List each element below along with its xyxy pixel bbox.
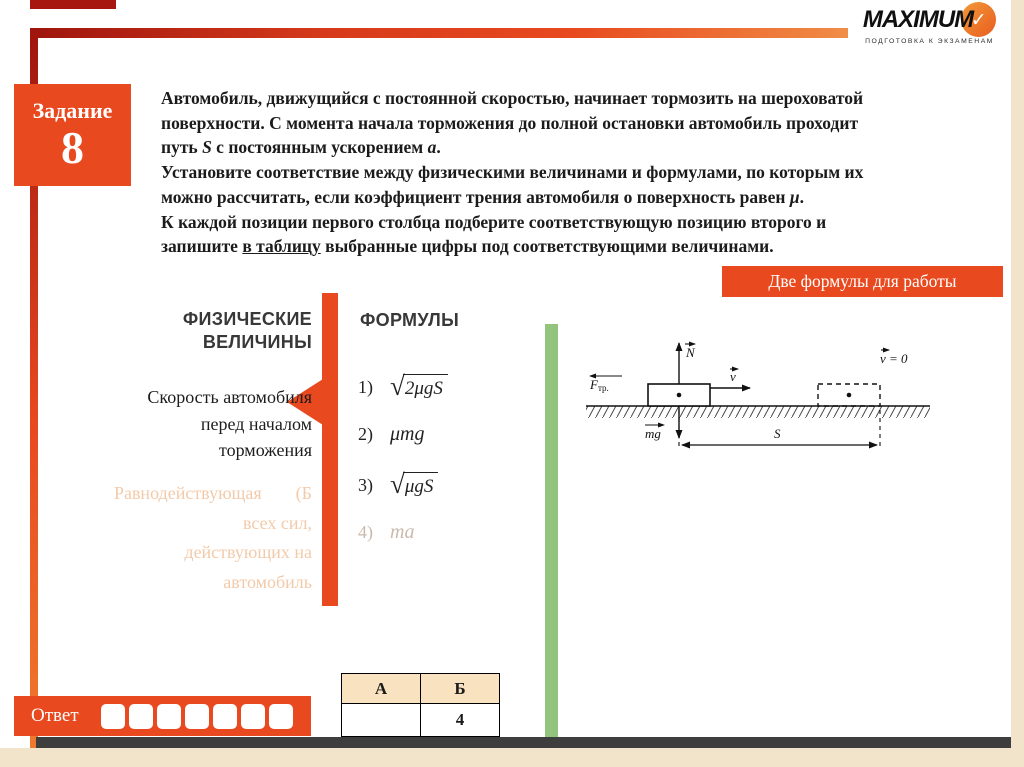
answer-cell[interactable] xyxy=(213,704,237,729)
formula-item-2 xyxy=(358,423,424,446)
quantity-net-force-faded xyxy=(30,479,312,597)
formula-item-4-faded xyxy=(358,521,414,544)
bottom-dark-bar xyxy=(36,737,1011,748)
task-label: Задание xyxy=(32,97,113,123)
logo-tagline: ПОДГОТОВКА К ЭКЗАМЕНАМ xyxy=(865,38,994,45)
brand-logo xyxy=(848,2,1011,50)
answer-cell[interactable] xyxy=(241,704,265,729)
answer-cells xyxy=(101,704,293,729)
task-statement xyxy=(161,86,1011,259)
header-line: ФИЗИЧЕСКИЕ xyxy=(182,309,312,329)
formula-number: 2) xyxy=(358,424,373,444)
formula-number: 1) xyxy=(358,376,373,397)
answer-cell[interactable] xyxy=(269,704,293,729)
formula-number: 3) xyxy=(358,474,373,495)
formulas-header: ФОРМУЛЫ xyxy=(360,310,459,330)
logo-row xyxy=(863,2,996,37)
orange-divider-bar xyxy=(322,293,338,606)
physical-quantities-header xyxy=(118,308,312,354)
formula-expression: ma xyxy=(390,521,415,543)
answer-cell[interactable] xyxy=(157,704,181,729)
formula-item-1 xyxy=(358,374,448,400)
task-line: можно рассчитать, если коэффициент трения автомобиля о поверхность равен μ. xyxy=(161,186,804,207)
table-value-b[interactable]: 4 xyxy=(421,704,500,737)
stopped-car-center-dot xyxy=(847,393,852,398)
quantity-line: перед началом xyxy=(200,413,312,434)
top-left-red-block xyxy=(30,0,116,9)
table-value-a[interactable] xyxy=(342,704,421,737)
two-formulas-button[interactable]: Две формулы для работы xyxy=(722,266,1003,297)
task-line: Автомобиль, движущийся с постоянной скоростью, начинает тормозить на шероховатой xyxy=(161,88,864,108)
formula-item-3 xyxy=(358,472,438,498)
ground-hatching xyxy=(586,406,930,418)
answer-label: Ответ xyxy=(31,705,79,726)
quantity-line: торможения xyxy=(218,440,312,460)
final-velocity-label: v = 0 xyxy=(880,351,908,366)
table-header-b: Б xyxy=(421,674,500,704)
task-line: запишите в таблицу выбранные цифры под соответствующими величинами. xyxy=(161,236,774,257)
task-line: путь S с постоянным ускорением a. xyxy=(161,137,441,158)
table-value-row xyxy=(342,704,500,737)
answer-cell[interactable] xyxy=(101,704,125,729)
answer-cell[interactable] xyxy=(185,704,209,729)
formula-expression: μgS xyxy=(403,472,439,498)
quantity-line: автомобиль xyxy=(223,571,312,592)
task-line: Установите соответствие между физическими величинами и формулами, по которым их xyxy=(161,162,864,183)
velocity-label: v xyxy=(730,369,736,384)
car-center-dot xyxy=(677,393,682,398)
result-table xyxy=(341,673,500,737)
sqrt-expression xyxy=(390,472,438,498)
answer-cell[interactable] xyxy=(129,704,153,729)
quantity-line: действующих на xyxy=(184,542,312,562)
formula-expression: μmg xyxy=(390,423,425,445)
quantity-line: Скорость автомобиля xyxy=(147,387,312,407)
logo-brand-text: MAXIMUM xyxy=(862,5,974,33)
task-number-box xyxy=(14,84,131,186)
answer-strip xyxy=(14,696,311,736)
table-header-a: А xyxy=(342,674,421,704)
sqrt-expression xyxy=(390,374,448,400)
formula-number: 4) xyxy=(358,522,373,542)
task-line: поверхности. С момента начала торможения до полной остановки автомобиль проходит xyxy=(161,112,859,133)
formula-expression: 2μgS xyxy=(403,374,448,400)
table-header-row xyxy=(342,674,500,704)
quantity-line: всех сил, xyxy=(243,512,312,533)
weight-label: mg xyxy=(645,426,661,441)
task-number: 8 xyxy=(61,121,84,173)
friction-force-label: Fтр. xyxy=(590,377,609,393)
header-line: ВЕЛИЧИНЫ xyxy=(202,332,312,352)
normal-force-label: N xyxy=(686,345,695,360)
physics-diagram xyxy=(582,326,944,464)
quantity-velocity xyxy=(30,384,312,464)
green-divider-bar xyxy=(545,324,558,737)
distance-label: S xyxy=(774,426,781,441)
quantity-line: Равнодействующая (Б xyxy=(113,483,312,503)
task-line: К каждой позиции первого столбца подберите соответствующую позицию второго и xyxy=(161,211,827,232)
